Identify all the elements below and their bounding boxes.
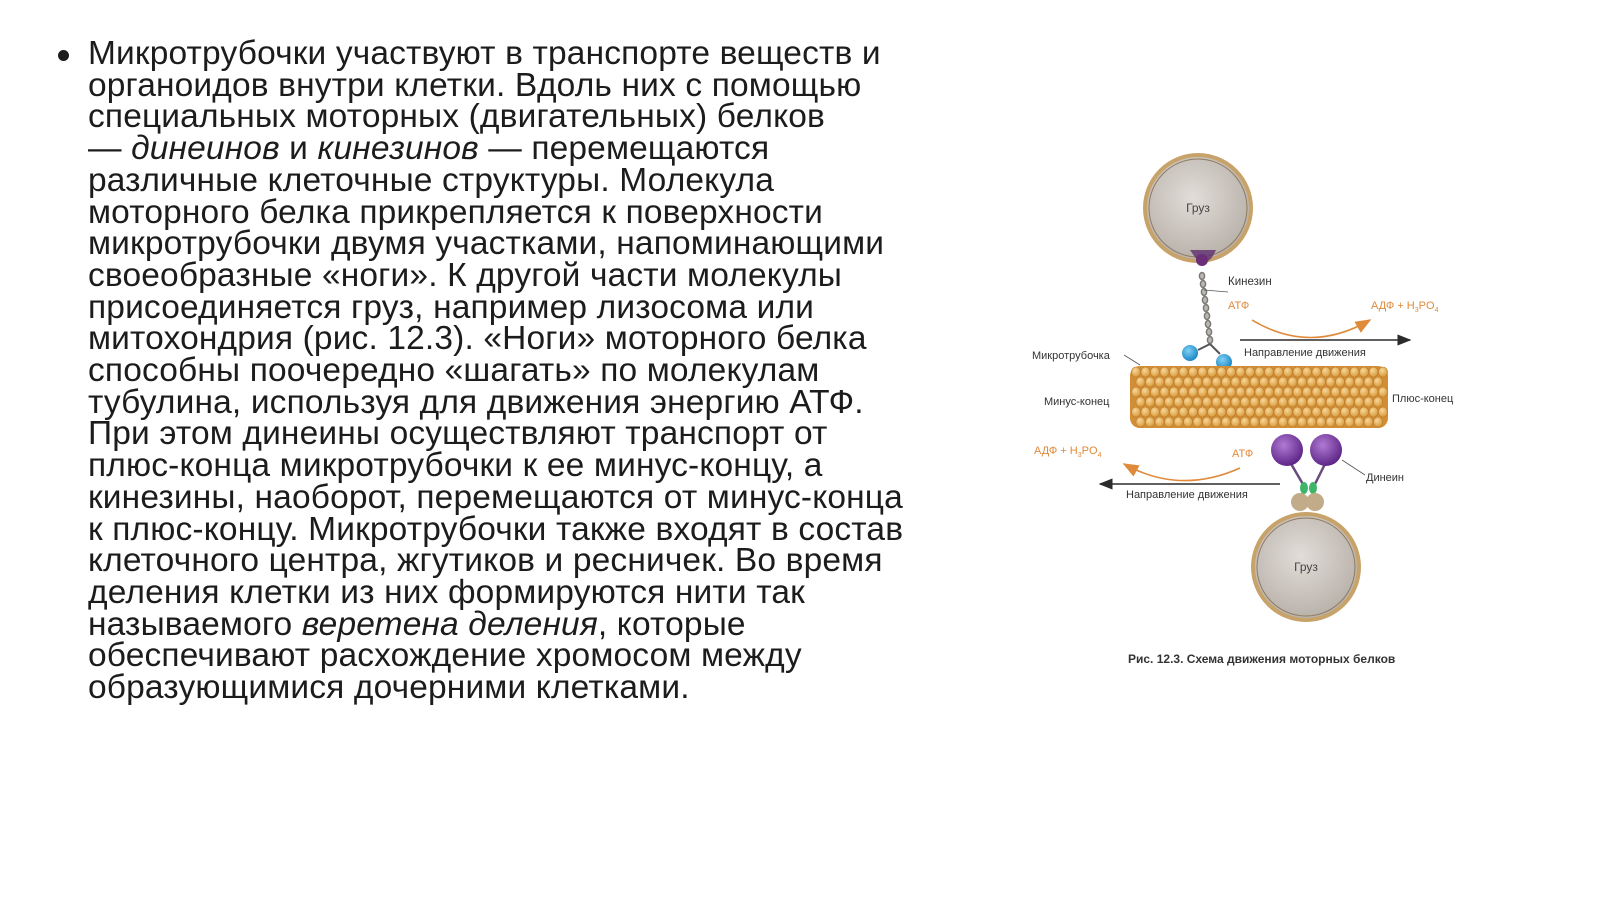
tubulin-bead — [1350, 407, 1359, 417]
tubulin-bead — [1288, 417, 1297, 427]
tubulin-bead — [1136, 417, 1145, 427]
tubulin-bead — [1188, 387, 1197, 397]
tubulin-bead — [1169, 387, 1178, 397]
tubulin-bead — [1221, 377, 1230, 387]
microtubule-label: Микротрубочка — [1032, 350, 1110, 362]
tubulin-bead — [1183, 377, 1192, 387]
tubulin-bead — [1193, 397, 1202, 407]
tubulin-bead — [1198, 387, 1207, 397]
tubulin-bead — [1221, 417, 1230, 427]
tubulin-bead — [1150, 387, 1159, 397]
tubulin-bead — [1217, 367, 1226, 377]
tubulin-bead — [1274, 367, 1283, 377]
tubulin-bead — [1264, 367, 1273, 377]
text-line: тубулина, используя для движения энергию АТФ. — [88, 383, 864, 421]
bullet-point — [58, 50, 69, 61]
tubulin-bead — [1259, 417, 1268, 427]
atp-top-label: АТФ — [1228, 300, 1250, 312]
tubulin-bead — [1155, 397, 1164, 407]
tubulin-bead — [1231, 417, 1240, 427]
tubulin-bead — [1255, 367, 1264, 377]
text-line: клеточного центра, жгутиков и ресничек. Во время — [88, 542, 883, 580]
tubulin-bead — [1207, 407, 1216, 417]
tubulin-bead — [1164, 397, 1173, 407]
tubulin-bead — [1198, 407, 1207, 417]
text-fragment: , которые — [597, 605, 746, 643]
tubulin-bead — [1226, 407, 1235, 417]
tubulin-bead — [1179, 407, 1188, 417]
tubulin-bead — [1179, 387, 1188, 397]
tubulin-bead — [1212, 377, 1221, 387]
tubulin-bead — [1179, 367, 1188, 377]
text-fragment: — перемещаются — [478, 130, 770, 168]
text-line: моторного белка прикрепляется к поверхности — [88, 193, 824, 231]
tubulin-bead — [1164, 377, 1173, 387]
tubulin-bead — [1297, 397, 1306, 407]
tubulin-bead — [1269, 417, 1278, 427]
text-line: способны поочередно «шагать» по молекулам — [88, 352, 820, 390]
tubulin-bead — [1345, 377, 1354, 387]
tubulin-bead — [1226, 387, 1235, 397]
text-line: Микротрубочки участвуют в транспорте веществ и — [88, 35, 881, 72]
tubulin-bead — [1221, 397, 1230, 407]
tubulin-bead — [1169, 367, 1178, 377]
tubulin-bead — [1302, 387, 1311, 397]
text-line: митохондрия (рис. 12.3). «Ноги» моторного белка — [88, 320, 867, 358]
tubulin-bead — [1188, 367, 1197, 377]
tubulin-bead — [1364, 377, 1373, 387]
tubulin-bead — [1345, 417, 1354, 427]
atp-bottom-label: АТФ — [1232, 448, 1254, 460]
tubulin-bead — [1326, 397, 1335, 407]
term-dyneins: динеинов — [131, 130, 280, 168]
dynein-head-right — [1310, 434, 1342, 466]
tubulin-bead — [1155, 377, 1164, 387]
tubulin-bead — [1321, 387, 1330, 397]
tubulin-bead — [1150, 407, 1159, 417]
text-line: к плюс-концу. Микротрубочки также входят в состав — [88, 510, 904, 548]
tubulin-bead — [1293, 367, 1302, 377]
tubulin-bead — [1340, 367, 1349, 377]
tubulin-bead — [1345, 397, 1354, 407]
tubulin-bead — [1269, 377, 1278, 387]
tubulin-bead — [1264, 387, 1273, 397]
tubulin-bead — [1198, 367, 1207, 377]
tubulin-bead — [1288, 397, 1297, 407]
tubulin-bead — [1250, 397, 1259, 407]
tubulin-bead — [1378, 387, 1387, 397]
tubulin-bead — [1183, 397, 1192, 407]
tubulin-bead — [1326, 417, 1335, 427]
tubulin-bead — [1297, 377, 1306, 387]
tubulin-bead — [1202, 377, 1211, 387]
tubulin-bead — [1278, 417, 1287, 427]
text-line: присоединяется груз, например лизосома или — [88, 288, 815, 326]
tubulin-bead — [1240, 417, 1249, 427]
tubulin-bead — [1136, 397, 1145, 407]
microtubule — [1130, 366, 1388, 428]
kinesin-head-left — [1182, 345, 1198, 361]
text-fragment: называемого — [88, 605, 302, 643]
cargo-bottom-label: Груз — [1294, 560, 1318, 574]
atp-top-arrow — [1252, 320, 1370, 338]
tubulin-bead — [1259, 397, 1268, 407]
atp-bottom-arrow — [1124, 464, 1240, 481]
tubulin-bead — [1369, 407, 1378, 417]
tubulin-bead — [1354, 377, 1363, 387]
tubulin-bead — [1255, 407, 1264, 417]
tubulin-bead — [1231, 397, 1240, 407]
tubulin-bead — [1141, 367, 1150, 377]
direction-top-label: Направление движения — [1244, 347, 1366, 359]
tubulin-bead — [1331, 367, 1340, 377]
tubulin-bead — [1335, 417, 1344, 427]
text-line: образующимися дочерними клетками. — [88, 669, 690, 707]
text-line: микротрубочки двумя участками, напоминающими — [88, 225, 885, 263]
tubulin-bead — [1231, 377, 1240, 387]
text-line — [88, 130, 978, 168]
kinesin-molecule — [1182, 250, 1232, 370]
tubulin-bead — [1307, 397, 1316, 407]
tubulin-bead — [1312, 387, 1321, 397]
tubulin-bead — [1131, 407, 1140, 417]
tubulin-bead — [1174, 417, 1183, 427]
motor-protein-figure — [1030, 150, 1510, 670]
tubulin-bead — [1207, 367, 1216, 377]
dynein-label: Динеин — [1366, 472, 1405, 484]
text-line: органоидов внутри клетки. Вдоль них с помощью — [88, 66, 862, 104]
tubulin-bead — [1141, 387, 1150, 397]
tubulin-bead — [1283, 407, 1292, 417]
tubulin-bead — [1236, 387, 1245, 397]
tubulin-bead — [1293, 407, 1302, 417]
text-fragment: — — [88, 130, 132, 168]
tubulin-bead — [1141, 407, 1150, 417]
tubulin-bead — [1312, 407, 1321, 417]
tubulin-bead — [1274, 407, 1283, 417]
text-line: своеобразные «ноги». К другой части молекулы — [88, 256, 843, 294]
tubulin-bead — [1202, 417, 1211, 427]
term-kinesins: кинезинов — [317, 130, 479, 168]
tubulin-bead — [1378, 367, 1387, 377]
tubulin-bead — [1245, 367, 1254, 377]
tubulin-bead — [1136, 377, 1145, 387]
tubulin-bead — [1293, 387, 1302, 397]
tubulin-bead — [1364, 397, 1373, 407]
tubulin-bead — [1283, 387, 1292, 397]
tubulin-bead — [1378, 407, 1387, 417]
text-line: При этом динеины осуществляют транспорт от — [88, 415, 828, 453]
tubulin-bead — [1240, 377, 1249, 387]
tubulin-bead — [1331, 387, 1340, 397]
tubulin-bead — [1297, 417, 1306, 427]
tubulin-bead — [1155, 417, 1164, 427]
tubulin-bead — [1160, 367, 1169, 377]
tubulin-bead — [1207, 387, 1216, 397]
tubulin-bead — [1131, 387, 1140, 397]
text-line: плюс-конца микротрубочки к ее минус-концу, а — [88, 447, 823, 485]
tubulin-bead — [1354, 397, 1363, 407]
tubulin-bead — [1217, 407, 1226, 417]
tubulin-bead — [1169, 407, 1178, 417]
tubulin-bead — [1373, 397, 1382, 407]
direction-bottom-label: Направление движения — [1126, 489, 1248, 501]
tubulin-bead — [1145, 397, 1154, 407]
tubulin-bead — [1236, 367, 1245, 377]
tubulin-bead — [1236, 407, 1245, 417]
tubulin-bead — [1164, 417, 1173, 427]
tubulin-bead — [1312, 367, 1321, 377]
tubulin-bead — [1326, 377, 1335, 387]
tubulin-bead — [1145, 417, 1154, 427]
tubulin-bead — [1255, 387, 1264, 397]
minus-end-label: Минус-конец — [1044, 396, 1110, 408]
text-line — [88, 605, 978, 643]
tubulin-bead — [1369, 387, 1378, 397]
tubulin-bead — [1340, 407, 1349, 417]
tubulin-bead — [1278, 397, 1287, 407]
tubulin-bead — [1283, 367, 1292, 377]
adp-top-label: АДФ + $Н_3PO_4$ — [1371, 300, 1439, 314]
tubulin-bead — [1316, 377, 1325, 387]
tubulin-bead — [1335, 377, 1344, 387]
tubulin-bead — [1373, 377, 1382, 387]
tubulin-bead — [1193, 377, 1202, 387]
bottom-cargo — [1253, 514, 1359, 620]
tubulin-bead — [1364, 417, 1373, 427]
tubulin-bead — [1212, 397, 1221, 407]
tubulin-bead — [1150, 367, 1159, 377]
tubulin-bead — [1288, 377, 1297, 387]
tubulin-bead — [1250, 377, 1259, 387]
dynein-molecule — [1271, 434, 1342, 511]
tubulin-bead — [1316, 417, 1325, 427]
tubulin-bead — [1373, 417, 1382, 427]
tubulin-bead — [1354, 417, 1363, 427]
tubulin-bead — [1193, 417, 1202, 427]
body-paragraph — [88, 35, 978, 707]
tubulin-bead — [1331, 407, 1340, 417]
tubulin-bead — [1307, 417, 1316, 427]
tubulin-bead — [1321, 407, 1330, 417]
tubulin-bead — [1278, 377, 1287, 387]
tubulin-bead — [1259, 377, 1268, 387]
tubulin-bead — [1245, 407, 1254, 417]
tubulin-bead — [1269, 397, 1278, 407]
plus-end-label: Плюс-конец — [1392, 393, 1454, 405]
adp-bottom-label: АДФ + $Н_3PO_4$ — [1034, 445, 1102, 459]
tubulin-bead — [1226, 367, 1235, 377]
text-line: обеспечивают расхождение хромосом между — [88, 637, 802, 675]
tubulin-bead — [1245, 387, 1254, 397]
kinesin-label: Кинезин — [1228, 276, 1272, 288]
tubulin-bead — [1240, 397, 1249, 407]
tubulin-bead — [1250, 417, 1259, 427]
text-line: специальных моторных (двигательных) белков — [88, 98, 825, 136]
tubulin-bead — [1321, 367, 1330, 377]
tubulin-bead — [1202, 397, 1211, 407]
tubulin-bead — [1274, 387, 1283, 397]
tubulin-bead — [1359, 407, 1368, 417]
tubulin-bead — [1359, 387, 1368, 397]
tubulin-bead — [1174, 397, 1183, 407]
tubulin-bead — [1302, 407, 1311, 417]
top-cargo — [1145, 155, 1251, 261]
tubulin-bead — [1264, 407, 1273, 417]
cargo-top-label: Груз — [1186, 201, 1210, 215]
tubulin-bead — [1316, 397, 1325, 407]
text-line: деления клетки из них формируются нити так — [88, 573, 805, 611]
tubulin-bead — [1340, 387, 1349, 397]
tubulin-bead — [1369, 367, 1378, 377]
tubulin-bead — [1350, 367, 1359, 377]
figure-caption: Рис. 12.3. Схема движения моторных белков — [1128, 652, 1396, 666]
tubulin-bead — [1131, 367, 1140, 377]
tubulin-bead — [1307, 377, 1316, 387]
tubulin-bead — [1145, 377, 1154, 387]
tubulin-bead — [1188, 407, 1197, 417]
dynein-head-left — [1271, 434, 1303, 466]
tubulin-bead — [1335, 397, 1344, 407]
tubulin-bead — [1174, 377, 1183, 387]
term-spindle: веретена деления — [301, 605, 598, 643]
tubulin-bead — [1212, 417, 1221, 427]
text-line: кинезины, наоборот, перемещаются от минус-конца — [88, 478, 903, 516]
tubulin-bead — [1350, 387, 1359, 397]
tubulin-bead — [1302, 367, 1311, 377]
text-fragment: и — [279, 130, 318, 168]
tubulin-bead — [1359, 367, 1368, 377]
tubulin-bead — [1160, 387, 1169, 397]
text-line: различные клеточные структуры. Молекула — [88, 161, 775, 199]
tubulin-bead — [1217, 387, 1226, 397]
tubulin-bead — [1160, 407, 1169, 417]
tubulin-bead — [1183, 417, 1192, 427]
